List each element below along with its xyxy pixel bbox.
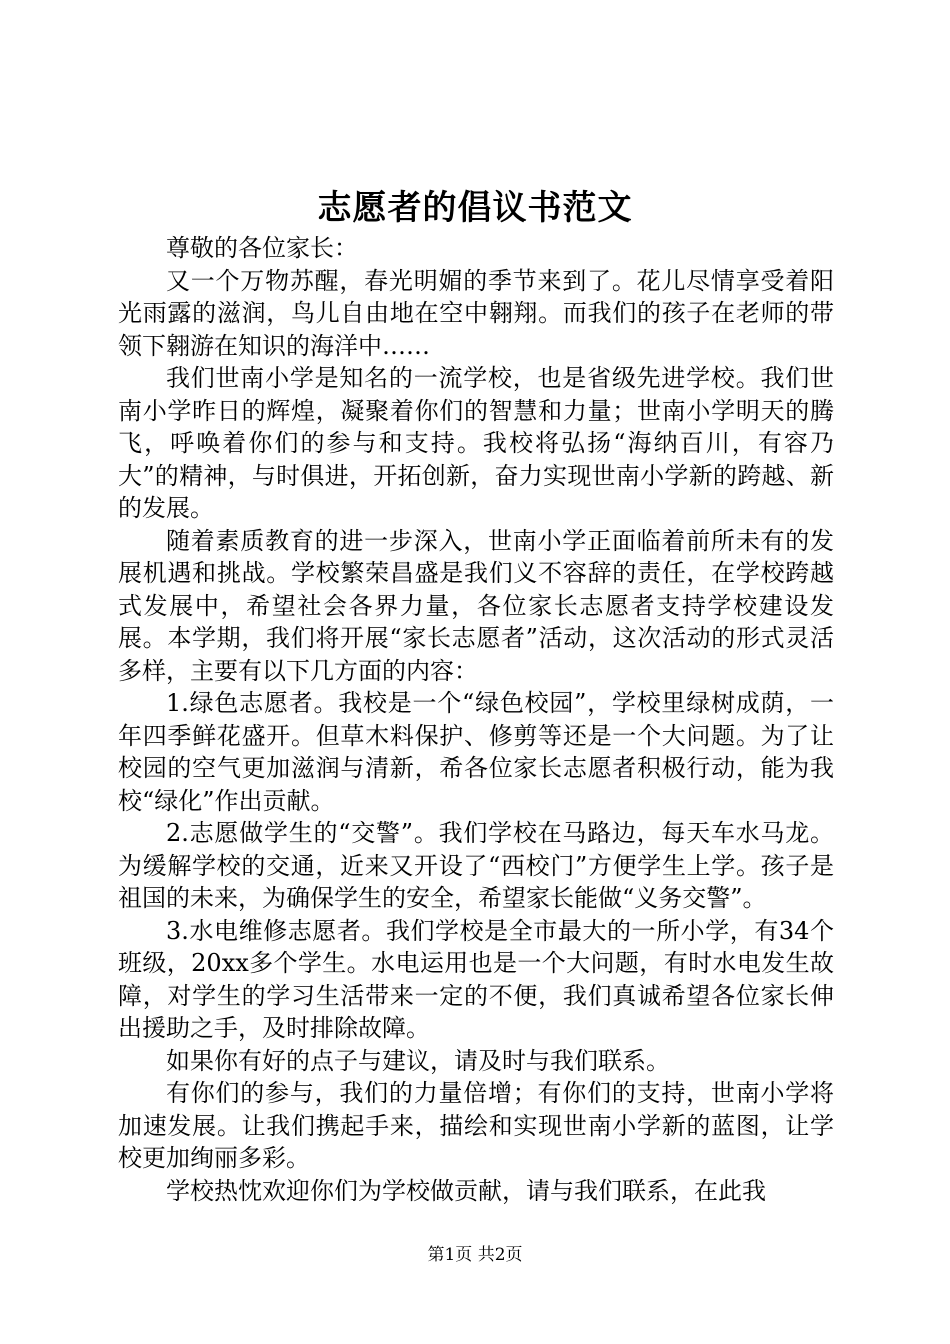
salutation-paragraph: 尊敬的各位家长： bbox=[166, 234, 358, 262]
body-paragraph: 有你们的参与，我们的力量倍增；有你们的支持，世南小学将加速发展。让我们携起手来，描绘和实现世南小学新的蓝图，让学校更加绚丽多彩。 bbox=[118, 1079, 834, 1172]
list-item-paragraph: 1.绿色志愿者。我校是一个“绿色校园”，学校里绿树成荫，一年四季鲜花盛开。但草木料保护、修剪等还是一个大问题。为了让校园的空气更加滋润与清新，希各位家长志愿者积极行动，能为我校“绿化”作出贡献。 bbox=[118, 689, 834, 815]
document-body bbox=[118, 232, 834, 1207]
body-paragraph: 又一个万物苏醒，春光明媚的季节来到了。花儿尽情享受着阳光雨露的滋润，鸟儿自由地在空中翱翔。而我们的孩子在老师的带领下翱游在知识的海洋中…… bbox=[118, 266, 834, 360]
list-item-paragraph: 2.志愿做学生的“交警”。我们学校在马路边，每天车水马龙。为缓解学校的交通，近来又开设了“西校门”方便学生上学。孩子是祖国的未来，为确保学生的安全，希望家长能做“义务交警”。 bbox=[118, 819, 834, 912]
body-paragraph: 我们世南小学是知名的一流学校，也是省级先进学校。我们世南小学昨日的辉煌，凝聚着你们的智慧和力量；世南小学明天的腾飞，呼唤着你们的参与和支持。我校将弘扬“海纳百川，有容乃大”的精神，与时俱进，开拓创新，奋力实现世南小学新的跨越、新的发展。 bbox=[118, 364, 834, 522]
list-item-paragraph: 3.水电维修志愿者。我们学校是全市最大的一所小学，有34个班级，20xx多个学生。水电运用也是一个大问题，有时水电发生故障，对学生的学习生活带来一定的不便，我们真诚希望各位家长伸出援助之手，及时排除故障。 bbox=[118, 916, 834, 1042]
document-title: 志愿者的倡议书范文 bbox=[317, 188, 633, 228]
body-paragraph: 随着素质教育的进一步深入，世南小学正面临着前所未有的发展机遇和挑战。学校繁荣昌盛是我们义不容辞的责任，在学校跨越式发展中，希望社会各界力量，各位家长志愿者支持学校建设发展。本学期，我们将开展“家长志愿者”活动，这次活动的形式灵活多样，主要有以下几方面的内容： bbox=[118, 526, 834, 685]
body-paragraph: 学校热忱欢迎你们为学校做贡献，请与我们联系，在此我 bbox=[166, 1176, 766, 1205]
page-number-footer: 第1页 共2页 bbox=[427, 1245, 523, 1265]
body-paragraph: 如果你有好的点子与建议，请及时与我们联系。 bbox=[166, 1046, 670, 1075]
